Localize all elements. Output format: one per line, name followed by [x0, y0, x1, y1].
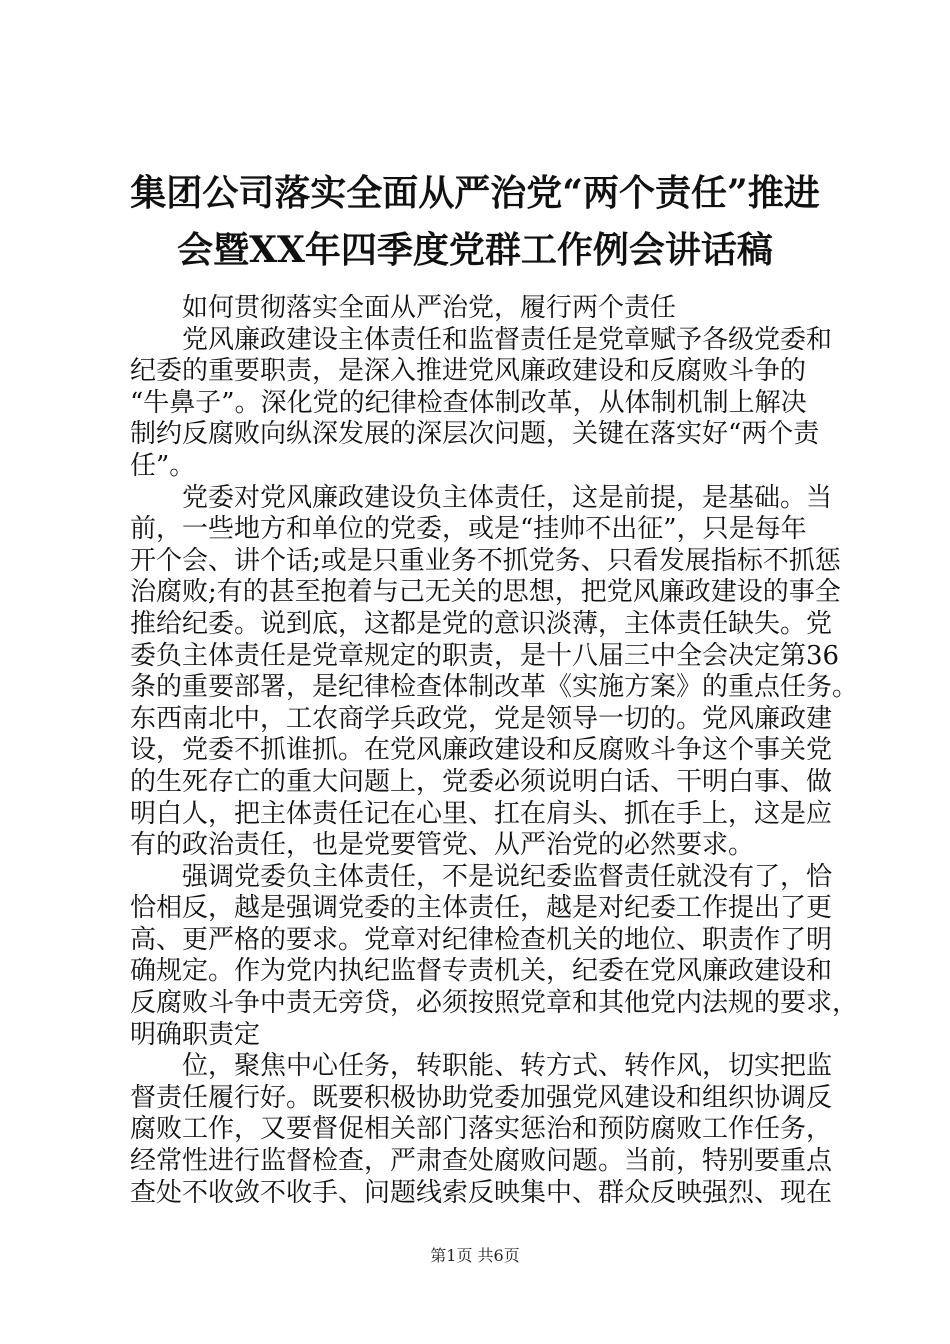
page-footer: 第1页 共6页 [430, 1246, 520, 1265]
body-text-line: “牛鼻子”。深化党的纪律检查体制改革，从体制机制上解决 [130, 387, 807, 418]
body-text-line: 明确职责定 [130, 1019, 261, 1050]
body-text-line: 制约反腐败向纵深发展的深层次问题，关键在落实好“两个责 [130, 419, 820, 450]
body-text-line: 任”。 [130, 450, 196, 481]
body-text-line: 强调党委负主体责任，不是说纪委监督责任就没有了，恰 [182, 861, 833, 892]
body-text-line: 如何贯彻落实全面从严治党，履行两个责任 [182, 293, 677, 323]
document-title-line-1: 集团公司落实全面从严治党“两个责任”推进 [130, 172, 820, 214]
body-text-line: 有的政治责任，也是党要管党、从严治党的必然要求。 [130, 830, 755, 861]
body-text-line: 委负主体责任是党章规定的职责，是十八届三中全会决定第36 [130, 640, 840, 671]
body-text-line: 位，聚焦中心任务，转职能、转方式、转作风，切实把监 [182, 1051, 833, 1082]
body-text-line: 前，一些地方和单位的党委，或是“挂帅不出征”，只是每年 [130, 514, 807, 545]
body-text-line: 的生死存亡的重大问题上，党委必须说明白话、干明白事、做 [130, 766, 833, 797]
body-text-line: 明白人，把主体责任记在心里、扛在肩头、抓在手上，这是应 [130, 798, 833, 829]
body-text-line: 开个会、讲个话;或是只重业务不抓党务、只看发展指标不抓惩 [130, 545, 841, 576]
body-text-line: 经常性进行监督检查，严肃查处腐败问题。当前，特别要重点 [130, 1146, 833, 1177]
body-text-line: 东西南北中，工农商学兵政党，党是领导一切的。党风廉政建 [130, 703, 833, 734]
body-text-line: 治腐败;有的甚至抱着与己无关的思想，把党风廉政建设的事全 [130, 577, 841, 608]
document-body [130, 293, 859, 1209]
body-text-line: 党委对党风廉政建设负主体责任，这是前提，是基础。当 [182, 482, 833, 513]
body-text-line: 党风廉政建设主体责任和监督责任是党章赋予各级党委和 [182, 324, 833, 355]
body-text-line: 高、更严格的要求。党章对纪律检查机关的地位、职责作了明 [130, 924, 833, 955]
document-title-line-2: 会暨XX年四季度党群工作例会讲话稿 [177, 229, 773, 271]
body-text-line: 腐败工作，又要督促相关部门落实惩治和预防腐败工作任务， [130, 1114, 833, 1145]
body-text-line: 条的重要部署，是纪律检查体制改革《实施方案》的重点任务。 [130, 672, 859, 703]
body-text-line: 设，党委不抓谁抓。在党风廉政建设和反腐败斗争这个事关党 [130, 735, 833, 766]
body-text-line: 查处不收敛不收手、问题线索反映集中、群众反映强烈、现在 [130, 1177, 833, 1208]
body-text-line: 确规定。作为党内执纪监督专责机关，纪委在党风廉政建设和 [130, 956, 833, 987]
body-text-line: 恰相反，越是强调党委的主体责任，越是对纪委工作提出了更 [130, 893, 833, 924]
body-text-line: 推给纪委。说到底，这都是党的意识淡薄，主体责任缺失。党 [130, 608, 833, 639]
body-text-line: 反腐败斗争中责无旁贷，必须按照党章和其他党内法规的要求， [130, 988, 859, 1019]
body-text-line: 督责任履行好。既要积极协助党委加强党风建设和组织协调反 [130, 1082, 833, 1113]
body-text-line: 纪委的重要职责，是深入推进党风廉政建设和反腐败斗争的 [130, 356, 807, 387]
